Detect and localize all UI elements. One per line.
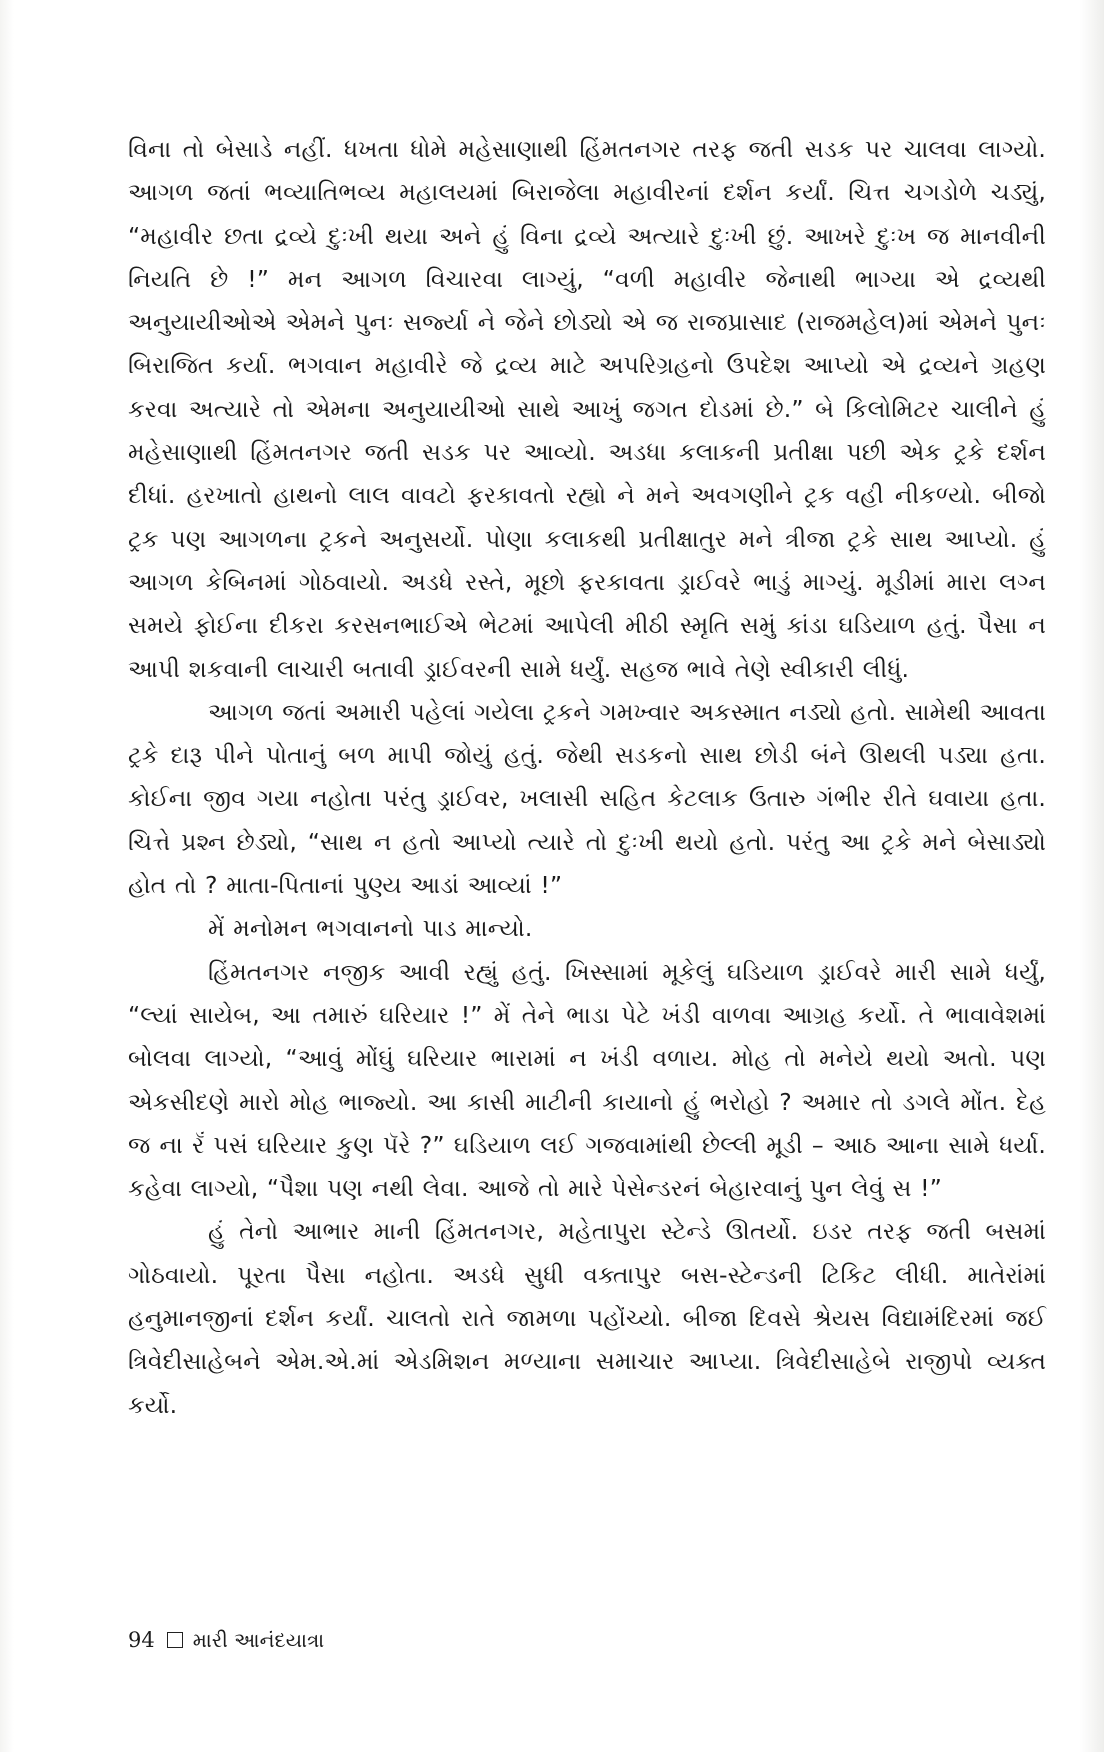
paragraph-4: હિંમતનગર નજીક આવી રહ્યું હતું. ખિસ્સામાં મૂકેલું ઘડિયાળ ડ્રાઈવરે મારી સામે ધર્યું, “લ્યાં સાયેબ, આ તમારું ઘરિયાર !” મેં તેને ભાડા પેટે ખંડી વાળવા આગ્રહ કર્યો. તે ભાવાવેશમાં બોલવા લાગ્યો, “આવું મોંઘું ઘરિયાર ભારામાં ન ખંડી વળાય. મોહ તો મનેયે થયો અતો. પણ એકસીદણે મારો મોહ ભાજ્યો. આ કાસી માટીની કાયાનો હું ભરોહો ? અમાર તો ડગલે મોંત. દેહ જ ના રૅં પસં ઘરિયાર કુણ પૅરે ?” ઘડિયાળ લઈ ગજવામાંથી છેલ્લી મૂડી – આઠ આના સામે ધર્યા. કહેવા લાગ્યો, “પૈશા પણ નથી લેવા. આજે તો મારે પેસેન્ડરનં બેહારવાનું પુન લેવું સ !”: [128, 957, 1046, 1203]
paragraph-3: મેં મનોમન ભગવાનનો પાડ માન્યો.: [208, 914, 533, 943]
paragraph-2: આગળ જતાં અમારી પહેલાં ગયેલા ટ્રકને ગમખ્વાર અકસ્માત નડ્યો હતો. સામેથી આવતા ટ્રકે દારૂ પીને પોતાનું બળ માપી જોયું હતું. જેથી સડકનો સાથ છોડી બંને ઊથલી પડ્યા હતા. કોઈના જીવ ગયા નહોતા પરંતુ ડ્રાઈવર, ખલાસી સહિત કેટલાક ઉતારુ ગંભીર રીતે ઘવાયા હતા. ચિત્તે પ્રશ્ન છેડ્યો, “સાથ ન હતો આપ્યો ત્યારે તો દુઃખી થયો હતો. પરંતુ આ ટ્રકે મને બેસાડ્યો હોત તો ? માતા-પિતાનાં પુણ્ય આડાં આવ્યાં !”: [128, 697, 1047, 900]
page-body-text: [128, 128, 1046, 1427]
paragraph-5: હું તેનો આભાર માની હિંમતનગર, મહેતાપુરા સ્ટેન્ડે ઊતર્યો. ઇડર તરફ જતી બસમાં ગોઠવાયો. પૂરતા પૈસા નહોતા. અડધે સુધી વક્તાપુર બસ-સ્ટેન્ડની ટિકિટ લીધી. માતેરાંમાં હનુમાનજીનાં દર્શન કર્યાં. ચાલતો રાતે જામળા પહોંચ્યો. બીજા દિવસે શ્રેયસ વિદ્યામંદિરમાં જઈ ત્રિવેદીસાહેબને એમ.એ.માં એડમિશન મળ્યાના સમાચાર આપ્યા. ત્રિવેદીસાહેબે રાજીપો વ્યક્ત કર્યો.: [128, 1217, 1046, 1419]
page-number: 94: [128, 1628, 155, 1652]
page-footer: [128, 1628, 324, 1652]
paragraph-1: વિના તો બેસાડે નહીં. ધખતા ધોમે મહેસાણાથી હિંમતનગર તરફ જતી સડક પર ચાલવા લાગ્યો. આગળ જતાં ભવ્યાતિભવ્ય મહાલયમાં બિરાજેલા મહાવીરનાં દર્શન કર્યાં. ચિત્ત ચગડોળે ચડ્યું, “મહાવીર છતા દ્રવ્યે દુઃખી થયા અને હું વિના દ્રવ્યે અત્યારે દુઃખી છું. આખરે દુઃખ જ માનવીની નિયતિ છે !” મન આગળ વિચારવા લાગ્યું, “વળી મહાવીર જેનાથી ભાગ્યા એ દ્રવ્યથી અનુયાયીઓએ એમને પુનઃ સર્જ્યા ને જેને છોડ્યો એ જ રાજપ્રાસાદ (રાજમહેલ)માં એમને પુનઃ બિરાજિત કર્યા. ભગવાન મહાવીરે જે દ્રવ્ય માટે અપરિગ્રહનો ઉપદેશ આપ્યો એ દ્રવ્યને ગ્રહણ કરવા અત્યારે તો એમના અનુયાયીઓ સાથે આખું જગત દોડમાં છે.” બે કિલોમિટર ચાલીને હું મહેસાણાથી હિંમતનગર જતી સડક પર આવ્યો. અડધા કલાકની પ્રતીક્ષા પછી એક ટ્રકે દર્શન દીધાં. હરખાતો હાથનો લાલ વાવટો ફરકાવતો રહ્યો ને મને અવગણીને ટ્રક વહી નીકળ્યો. બીજો ટ્રક પણ આગળના ટ્રકને અનુસર્યો. પોણા કલાકથી પ્રતીક્ષાતુર મને ત્રીજા ટ્રકે સાથ આપ્યો. હું આગળ કેબિનમાં ગોઠવાયો. અડધે રસ્તે, મૂછો ફરકાવતા ડ્રાઈવરે ભાડું માગ્યું. મૂડીમાં મારા લગ્ન સમયે ફોઈના દીકરા કરસનભાઈએ ભેટમાં આપેલી મીઠી સ્મૃતિ સમું કાંડા ઘડિયાળ હતું. પૈસા ન આપી શકવાની લાચારી બતાવી ડ્રાઈવરની સામે ધર્યું. સહજ ભાવે તેણે સ્વીકારી લીધું.: [128, 135, 1046, 683]
book-title: મારી આનંદયાત્રા: [192, 1628, 325, 1652]
square-box-icon: [167, 1632, 183, 1648]
